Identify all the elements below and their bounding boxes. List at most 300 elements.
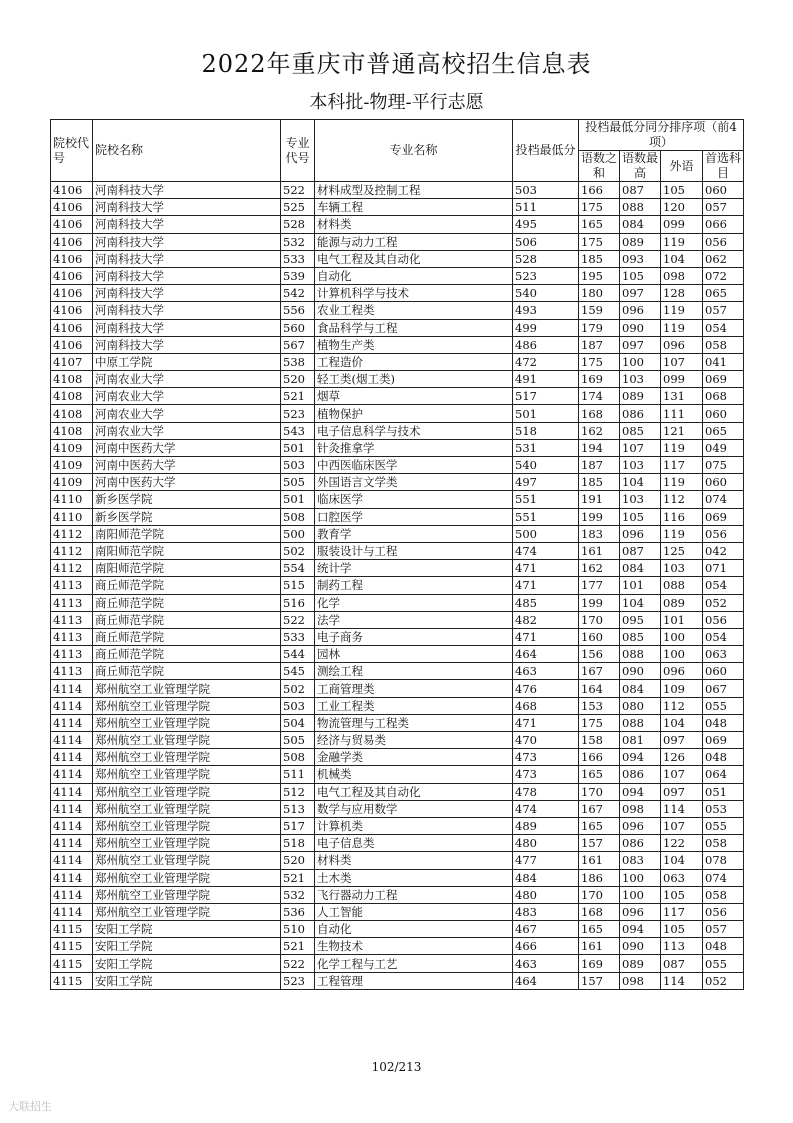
cell-waiyu: 096	[661, 336, 703, 353]
cell-major-name: 机械类	[315, 766, 513, 783]
cell-major-name: 针灸推拿学	[315, 439, 513, 456]
cell-waiyu: 104	[661, 714, 703, 731]
cell-preferred: 056	[703, 611, 744, 628]
cell-major-name: 车辆工程	[315, 199, 513, 216]
cell-school-code: 4106	[51, 319, 93, 336]
cell-preferred: 048	[703, 714, 744, 731]
cell-min-score: 471	[513, 628, 579, 645]
cell-min-score: 486	[513, 336, 579, 353]
cell-school-code: 4106	[51, 302, 93, 319]
cell-school-name: 河南科技大学	[93, 302, 281, 319]
cell-min-score: 551	[513, 491, 579, 508]
cell-waiyu: 097	[661, 783, 703, 800]
cell-preferred: 048	[703, 749, 744, 766]
cell-waiyu: 131	[661, 388, 703, 405]
cell-preferred: 054	[703, 319, 744, 336]
cell-major-code: 523	[281, 405, 315, 422]
cell-school-name: 河南农业大学	[93, 388, 281, 405]
cell-yuwen-shuxue-max: 094	[620, 921, 661, 938]
cell-yuwen-shuxue-max: 086	[620, 835, 661, 852]
cell-major-name: 临床医学	[315, 491, 513, 508]
cell-major-name: 工业工程类	[315, 697, 513, 714]
cell-waiyu: 107	[661, 353, 703, 370]
cell-school-code: 4114	[51, 869, 93, 886]
cell-school-name: 商丘师范学院	[93, 628, 281, 645]
cell-school-code: 4114	[51, 800, 93, 817]
cell-min-score: 551	[513, 508, 579, 525]
cell-min-score: 493	[513, 302, 579, 319]
cell-major-code: 536	[281, 903, 315, 920]
cell-major-code: 533	[281, 250, 315, 267]
cell-yuwen-shuxue: 183	[579, 525, 620, 542]
cell-major-name: 金融学类	[315, 749, 513, 766]
cell-preferred: 064	[703, 766, 744, 783]
cell-min-score: 523	[513, 267, 579, 284]
cell-major-name: 电子信息类	[315, 835, 513, 852]
cell-yuwen-shuxue-max: 107	[620, 439, 661, 456]
cell-waiyu: 104	[661, 250, 703, 267]
page-title: 2022年重庆市普通高校招生信息表	[201, 50, 592, 78]
cell-waiyu: 119	[661, 474, 703, 491]
cell-yuwen-shuxue-max: 089	[620, 955, 661, 972]
cell-school-name: 郑州航空工业管理学院	[93, 886, 281, 903]
cell-school-name: 郑州航空工业管理学院	[93, 766, 281, 783]
cell-waiyu: 119	[661, 439, 703, 456]
cell-min-score: 484	[513, 869, 579, 886]
cell-school-name: 郑州航空工业管理学院	[93, 680, 281, 697]
cell-waiyu: 103	[661, 560, 703, 577]
cell-yuwen-shuxue-max: 081	[620, 732, 661, 749]
cell-major-code: 545	[281, 663, 315, 680]
cell-yuwen-shuxue-max: 087	[620, 542, 661, 559]
cell-school-code: 4112	[51, 525, 93, 542]
cell-min-score: 491	[513, 371, 579, 388]
table-row	[51, 371, 744, 388]
cell-yuwen-shuxue-max: 086	[620, 405, 661, 422]
cell-preferred: 057	[703, 921, 744, 938]
cell-school-code: 4107	[51, 353, 93, 370]
cell-preferred: 074	[703, 491, 744, 508]
table-row	[51, 852, 744, 869]
cell-yuwen-shuxue: 157	[579, 835, 620, 852]
cell-school-code: 4108	[51, 388, 93, 405]
cell-school-name: 河南科技大学	[93, 319, 281, 336]
cell-school-code: 4114	[51, 697, 93, 714]
cell-yuwen-shuxue-max: 105	[620, 508, 661, 525]
table-row	[51, 903, 744, 920]
cell-school-code: 4114	[51, 766, 93, 783]
cell-yuwen-shuxue: 175	[579, 714, 620, 731]
table-row	[51, 199, 744, 216]
table-row	[51, 474, 744, 491]
table-row	[51, 732, 744, 749]
cell-min-score: 517	[513, 388, 579, 405]
cell-school-code: 4110	[51, 491, 93, 508]
cell-major-code: 504	[281, 714, 315, 731]
cell-yuwen-shuxue-max: 090	[620, 938, 661, 955]
cell-school-name: 郑州航空工业管理学院	[93, 800, 281, 817]
cell-preferred: 056	[703, 903, 744, 920]
cell-preferred: 051	[703, 783, 744, 800]
table-body	[51, 182, 744, 990]
cell-major-code: 502	[281, 542, 315, 559]
cell-waiyu: 117	[661, 903, 703, 920]
cell-school-name: 新乡医学院	[93, 491, 281, 508]
cell-yuwen-shuxue-max: 093	[620, 250, 661, 267]
cell-yuwen-shuxue-max: 088	[620, 199, 661, 216]
cell-major-code: 502	[281, 680, 315, 697]
cell-min-score: 503	[513, 182, 579, 199]
cell-waiyu: 112	[661, 697, 703, 714]
table-row	[51, 714, 744, 731]
table-row	[51, 938, 744, 955]
cell-yuwen-shuxue: 162	[579, 560, 620, 577]
cell-major-name: 土木类	[315, 869, 513, 886]
table-row	[51, 457, 744, 474]
table-row	[51, 233, 744, 250]
header-yuwen-shuxue-max: 语数最高	[620, 151, 661, 182]
cell-major-name: 电子信息科学与技术	[315, 422, 513, 439]
header-school-code: 院校代号	[51, 120, 93, 182]
cell-waiyu: 099	[661, 216, 703, 233]
cell-preferred: 049	[703, 439, 744, 456]
cell-yuwen-shuxue-max: 086	[620, 766, 661, 783]
cell-major-code: 560	[281, 319, 315, 336]
cell-waiyu: 105	[661, 886, 703, 903]
table-row	[51, 216, 744, 233]
cell-yuwen-shuxue-max: 089	[620, 388, 661, 405]
cell-preferred: 042	[703, 542, 744, 559]
cell-school-code: 4115	[51, 938, 93, 955]
cell-yuwen-shuxue-max: 096	[620, 302, 661, 319]
cell-school-code: 4109	[51, 474, 93, 491]
cell-yuwen-shuxue: 185	[579, 250, 620, 267]
cell-school-name: 河南农业大学	[93, 371, 281, 388]
cell-preferred: 060	[703, 474, 744, 491]
cell-yuwen-shuxue: 170	[579, 886, 620, 903]
watermark-logo: 大联招生	[8, 1100, 52, 1113]
cell-yuwen-shuxue-max: 100	[620, 353, 661, 370]
cell-yuwen-shuxue: 185	[579, 474, 620, 491]
cell-school-code: 4114	[51, 714, 93, 731]
cell-waiyu: 117	[661, 457, 703, 474]
cell-waiyu: 113	[661, 938, 703, 955]
cell-school-name: 商丘师范学院	[93, 594, 281, 611]
cell-waiyu: 125	[661, 542, 703, 559]
cell-preferred: 055	[703, 955, 744, 972]
cell-major-code: 517	[281, 817, 315, 834]
cell-major-code: 543	[281, 422, 315, 439]
cell-waiyu: 063	[661, 869, 703, 886]
cell-yuwen-shuxue-max: 083	[620, 852, 661, 869]
table-row	[51, 835, 744, 852]
cell-major-name: 电子商务	[315, 628, 513, 645]
cell-school-name: 安阳工学院	[93, 938, 281, 955]
cell-preferred: 055	[703, 817, 744, 834]
cell-min-score: 467	[513, 921, 579, 938]
cell-min-score: 506	[513, 233, 579, 250]
cell-major-code: 522	[281, 182, 315, 199]
cell-major-name: 材料类	[315, 852, 513, 869]
cell-major-name: 计算机类	[315, 817, 513, 834]
cell-school-name: 南阳师范学院	[93, 560, 281, 577]
cell-yuwen-shuxue: 169	[579, 371, 620, 388]
cell-major-code: 522	[281, 611, 315, 628]
cell-yuwen-shuxue-max: 104	[620, 594, 661, 611]
cell-yuwen-shuxue: 187	[579, 457, 620, 474]
table-row	[51, 319, 744, 336]
cell-yuwen-shuxue: 195	[579, 267, 620, 284]
cell-yuwen-shuxue: 168	[579, 405, 620, 422]
cell-min-score: 500	[513, 525, 579, 542]
cell-school-name: 安阳工学院	[93, 955, 281, 972]
table-row	[51, 353, 744, 370]
header-yuwen-shuxue: 语数之和	[579, 151, 620, 182]
cell-major-name: 经济与贸易类	[315, 732, 513, 749]
cell-school-name: 安阳工学院	[93, 921, 281, 938]
cell-preferred: 071	[703, 560, 744, 577]
cell-school-code: 4112	[51, 560, 93, 577]
cell-school-name: 郑州航空工业管理学院	[93, 869, 281, 886]
cell-waiyu: 096	[661, 663, 703, 680]
table-row	[51, 869, 744, 886]
cell-waiyu: 087	[661, 955, 703, 972]
cell-yuwen-shuxue: 166	[579, 749, 620, 766]
cell-yuwen-shuxue-max: 098	[620, 972, 661, 989]
cell-waiyu: 122	[661, 835, 703, 852]
cell-waiyu: 119	[661, 319, 703, 336]
cell-major-name: 轻工类(烟工类)	[315, 371, 513, 388]
cell-major-name: 服装设计与工程	[315, 542, 513, 559]
cell-preferred: 057	[703, 199, 744, 216]
cell-school-name: 河南科技大学	[93, 336, 281, 353]
cell-school-code: 4113	[51, 611, 93, 628]
cell-school-code: 4106	[51, 267, 93, 284]
table-row	[51, 250, 744, 267]
cell-preferred: 062	[703, 250, 744, 267]
cell-yuwen-shuxue: 156	[579, 646, 620, 663]
cell-yuwen-shuxue: 177	[579, 577, 620, 594]
cell-school-name: 河南中医药大学	[93, 439, 281, 456]
table-row	[51, 422, 744, 439]
cell-preferred: 066	[703, 216, 744, 233]
table-row	[51, 749, 744, 766]
cell-major-name: 自动化	[315, 921, 513, 938]
cell-school-name: 商丘师范学院	[93, 663, 281, 680]
cell-min-score: 474	[513, 542, 579, 559]
header-preferred: 首选科目	[703, 151, 744, 182]
cell-school-name: 郑州航空工业管理学院	[93, 714, 281, 731]
cell-school-code: 4115	[51, 972, 93, 989]
header-major-code: 专业代号	[281, 120, 315, 182]
cell-major-code: 542	[281, 285, 315, 302]
cell-school-name: 河南农业大学	[93, 422, 281, 439]
cell-yuwen-shuxue: 175	[579, 233, 620, 250]
cell-min-score: 477	[513, 852, 579, 869]
cell-major-code: 501	[281, 439, 315, 456]
cell-school-name: 南阳师范学院	[93, 542, 281, 559]
cell-yuwen-shuxue: 161	[579, 852, 620, 869]
table-row	[51, 646, 744, 663]
cell-min-score: 463	[513, 955, 579, 972]
cell-major-name: 材料成型及控制工程	[315, 182, 513, 199]
cell-yuwen-shuxue: 153	[579, 697, 620, 714]
cell-major-code: 554	[281, 560, 315, 577]
cell-waiyu: 119	[661, 302, 703, 319]
cell-waiyu: 105	[661, 921, 703, 938]
cell-school-name: 郑州航空工业管理学院	[93, 749, 281, 766]
cell-school-code: 4113	[51, 628, 93, 645]
cell-preferred: 052	[703, 594, 744, 611]
table-row	[51, 817, 744, 834]
cell-major-name: 植物生产类	[315, 336, 513, 353]
cell-school-code: 4113	[51, 663, 93, 680]
cell-waiyu: 126	[661, 749, 703, 766]
cell-waiyu: 105	[661, 182, 703, 199]
cell-major-name: 计算机科学与技术	[315, 285, 513, 302]
table-row	[51, 800, 744, 817]
table-row	[51, 388, 744, 405]
cell-school-name: 郑州航空工业管理学院	[93, 732, 281, 749]
cell-preferred: 058	[703, 336, 744, 353]
cell-school-code: 4109	[51, 457, 93, 474]
cell-major-name: 化学工程与工艺	[315, 955, 513, 972]
cell-yuwen-shuxue-max: 084	[620, 216, 661, 233]
cell-school-code: 4106	[51, 216, 93, 233]
cell-major-name: 自动化	[315, 267, 513, 284]
cell-waiyu: 111	[661, 405, 703, 422]
admission-table	[50, 119, 744, 990]
cell-major-code: 567	[281, 336, 315, 353]
cell-yuwen-shuxue-max: 084	[620, 680, 661, 697]
cell-waiyu: 100	[661, 628, 703, 645]
table-row	[51, 611, 744, 628]
table-row	[51, 491, 744, 508]
cell-major-name: 法学	[315, 611, 513, 628]
cell-major-code: 503	[281, 697, 315, 714]
cell-min-score: 468	[513, 697, 579, 714]
cell-min-score: 464	[513, 972, 579, 989]
cell-major-name: 电气工程及其自动化	[315, 783, 513, 800]
cell-yuwen-shuxue-max: 100	[620, 886, 661, 903]
cell-school-name: 郑州航空工业管理学院	[93, 903, 281, 920]
cell-yuwen-shuxue-max: 104	[620, 474, 661, 491]
cell-major-name: 物流管理与工程类	[315, 714, 513, 731]
cell-waiyu: 101	[661, 611, 703, 628]
cell-min-score: 518	[513, 422, 579, 439]
cell-preferred: 075	[703, 457, 744, 474]
table-row	[51, 560, 744, 577]
cell-waiyu: 098	[661, 267, 703, 284]
cell-yuwen-shuxue-max: 085	[620, 628, 661, 645]
header-school-name: 院校名称	[93, 120, 281, 182]
cell-yuwen-shuxue-max: 105	[620, 267, 661, 284]
cell-min-score: 478	[513, 783, 579, 800]
cell-school-name: 河南中医药大学	[93, 457, 281, 474]
cell-yuwen-shuxue: 159	[579, 302, 620, 319]
cell-min-score: 511	[513, 199, 579, 216]
cell-school-name: 河南科技大学	[93, 250, 281, 267]
cell-major-code: 518	[281, 835, 315, 852]
cell-school-name: 郑州航空工业管理学院	[93, 817, 281, 834]
cell-yuwen-shuxue-max: 088	[620, 714, 661, 731]
cell-min-score: 480	[513, 886, 579, 903]
cell-yuwen-shuxue-max: 094	[620, 749, 661, 766]
cell-major-code: 505	[281, 732, 315, 749]
cell-preferred: 057	[703, 302, 744, 319]
cell-yuwen-shuxue: 162	[579, 422, 620, 439]
table-row	[51, 577, 744, 594]
cell-school-name: 中原工学院	[93, 353, 281, 370]
cell-yuwen-shuxue-max: 096	[620, 817, 661, 834]
table-row	[51, 697, 744, 714]
cell-min-score: 466	[513, 938, 579, 955]
cell-waiyu: 112	[661, 491, 703, 508]
cell-yuwen-shuxue: 175	[579, 199, 620, 216]
cell-yuwen-shuxue: 191	[579, 491, 620, 508]
cell-waiyu: 089	[661, 594, 703, 611]
cell-preferred: 067	[703, 680, 744, 697]
cell-school-name: 郑州航空工业管理学院	[93, 835, 281, 852]
cell-major-code: 544	[281, 646, 315, 663]
cell-school-name: 河南科技大学	[93, 233, 281, 250]
cell-major-name: 中西医临床医学	[315, 457, 513, 474]
cell-yuwen-shuxue: 179	[579, 319, 620, 336]
cell-min-score: 480	[513, 835, 579, 852]
cell-preferred: 058	[703, 886, 744, 903]
cell-major-code: 532	[281, 886, 315, 903]
cell-school-code: 4106	[51, 336, 93, 353]
cell-major-name: 材料类	[315, 216, 513, 233]
page-number: 102/213	[371, 1060, 422, 1074]
cell-school-code: 4115	[51, 921, 93, 938]
header-row-1	[51, 120, 744, 151]
cell-waiyu: 119	[661, 233, 703, 250]
cell-yuwen-shuxue-max: 096	[620, 525, 661, 542]
header-waiyu: 外语	[661, 151, 703, 182]
cell-major-name: 飞行器动力工程	[315, 886, 513, 903]
cell-preferred: 054	[703, 628, 744, 645]
cell-yuwen-shuxue: 165	[579, 766, 620, 783]
cell-waiyu: 120	[661, 199, 703, 216]
cell-school-name: 河南科技大学	[93, 267, 281, 284]
cell-yuwen-shuxue: 158	[579, 732, 620, 749]
cell-yuwen-shuxue: 175	[579, 353, 620, 370]
cell-school-code: 4108	[51, 371, 93, 388]
cell-yuwen-shuxue: 165	[579, 216, 620, 233]
cell-yuwen-shuxue: 170	[579, 611, 620, 628]
cell-major-code: 510	[281, 921, 315, 938]
cell-yuwen-shuxue-max: 097	[620, 285, 661, 302]
cell-school-name: 河南中医药大学	[93, 474, 281, 491]
cell-yuwen-shuxue-max: 100	[620, 869, 661, 886]
cell-yuwen-shuxue-max: 090	[620, 663, 661, 680]
cell-major-code: 533	[281, 628, 315, 645]
cell-yuwen-shuxue: 157	[579, 972, 620, 989]
cell-major-name: 统计学	[315, 560, 513, 577]
cell-major-name: 园林	[315, 646, 513, 663]
cell-school-code: 4113	[51, 577, 93, 594]
cell-school-code: 4114	[51, 852, 93, 869]
header-major-name: 专业名称	[315, 120, 513, 182]
cell-major-code: 505	[281, 474, 315, 491]
cell-yuwen-shuxue: 180	[579, 285, 620, 302]
cell-min-score: 473	[513, 749, 579, 766]
cell-yuwen-shuxue: 161	[579, 938, 620, 955]
cell-yuwen-shuxue-max: 103	[620, 457, 661, 474]
cell-school-name: 商丘师范学院	[93, 611, 281, 628]
cell-preferred: 065	[703, 422, 744, 439]
